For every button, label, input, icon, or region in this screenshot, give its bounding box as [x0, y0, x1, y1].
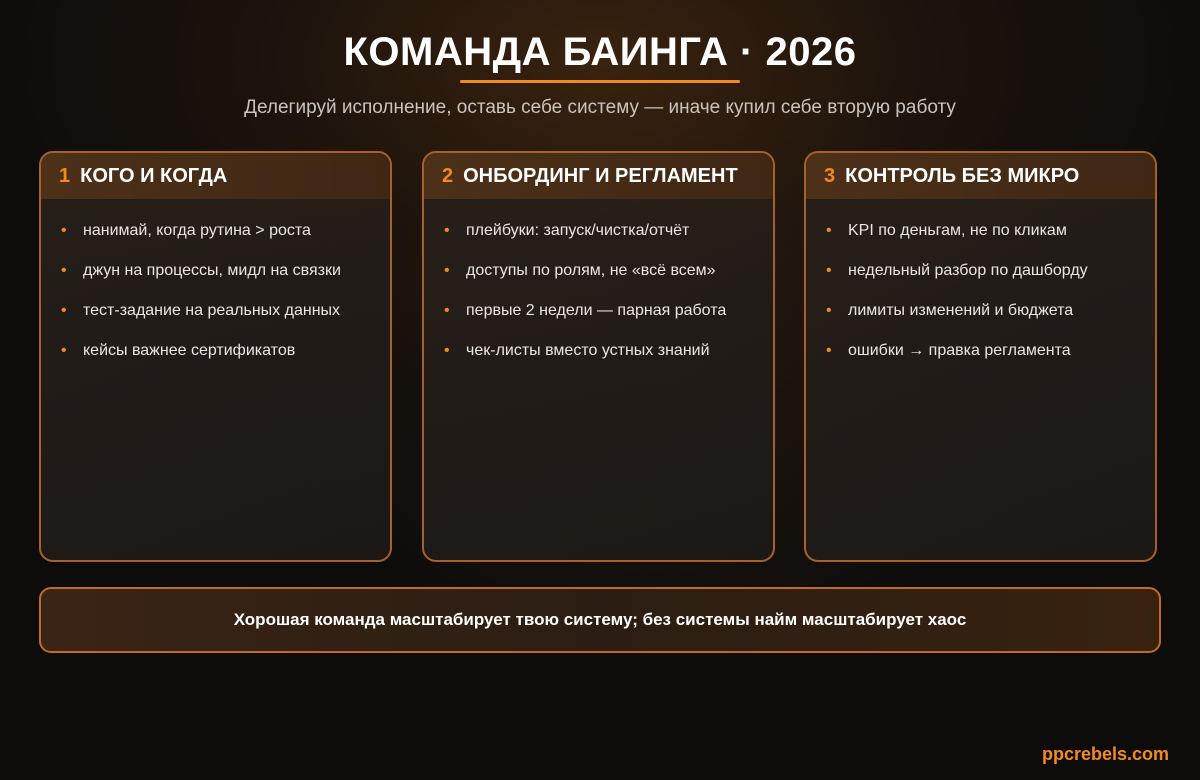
list-item-text: плейбуки: запуск/чистка/отчёт	[466, 222, 690, 239]
card-number: 1	[59, 164, 71, 187]
list-item-text: доступы по ролям, не «всё всем»	[466, 262, 716, 279]
list-item	[424, 301, 773, 341]
list-item-text: джун на процессы, мидл на связки	[83, 262, 341, 279]
card-title: ОНБОРДИНГ И РЕГЛАМЕНТ	[463, 164, 738, 187]
list-item-text: KPI по деньгам, не по кликам	[848, 222, 1067, 239]
card-header	[424, 153, 773, 199]
card-control	[804, 151, 1157, 562]
card-list	[424, 199, 773, 381]
bullet-icon: •	[61, 342, 67, 359]
card-list	[41, 199, 390, 381]
list-item	[41, 301, 390, 341]
list-item-text: чек-листы вместо устных знаний	[466, 342, 710, 359]
card-title: КОНТРОЛЬ БЕЗ МИКРО	[845, 164, 1080, 187]
list-item-text: ошибки → правка регламента	[848, 342, 1071, 359]
card-number: 3	[824, 164, 836, 187]
bullet-icon: •	[826, 302, 832, 319]
list-item	[424, 261, 773, 301]
list-item	[806, 261, 1155, 301]
card-list	[806, 199, 1155, 381]
list-item	[806, 301, 1155, 341]
list-item-text: нанимай, когда рутина > роста	[83, 222, 311, 239]
card-who-and-when	[39, 151, 392, 562]
bullet-icon: •	[444, 222, 450, 239]
bullet-icon: •	[826, 342, 832, 359]
list-item	[41, 261, 390, 301]
title-underline	[460, 80, 740, 83]
bullet-icon: •	[61, 222, 67, 239]
card-header	[41, 153, 390, 199]
list-item-text: тест-задание на реальных данных	[83, 302, 341, 319]
card-onboarding	[422, 151, 775, 562]
card-title: КОГО И КОГДА	[80, 164, 228, 187]
bullet-icon: •	[444, 342, 450, 359]
list-item	[424, 341, 773, 381]
list-item	[41, 221, 390, 261]
list-item-text: кейсы важнее сертификатов	[83, 342, 296, 359]
bullet-icon: •	[61, 262, 67, 279]
list-item	[41, 341, 390, 381]
bullet-icon: •	[826, 262, 832, 279]
brand-link[interactable]: ppcrebels.com	[1041, 744, 1169, 764]
list-item-text: недельный разбор по дашборду	[848, 262, 1088, 279]
card-header	[806, 153, 1155, 199]
bullet-icon: •	[444, 262, 450, 279]
page-title: КОМАНДА БАИНГА · 2026	[343, 30, 857, 74]
bullet-icon: •	[444, 302, 450, 319]
summary-text: Хорошая команда масштабирует твою систему; без системы найм масштабирует хаос	[233, 610, 967, 629]
list-item	[424, 221, 773, 261]
bullet-icon: •	[61, 302, 67, 319]
card-number: 2	[442, 164, 454, 187]
summary-banner	[39, 587, 1161, 653]
list-item-text: лимиты изменений и бюджета	[848, 302, 1074, 319]
list-item-text: первые 2 недели — парная работа	[466, 302, 727, 319]
bullet-icon: •	[826, 222, 832, 239]
list-item	[806, 221, 1155, 261]
list-item	[806, 341, 1155, 381]
page-subtitle: Делегируй исполнение, оставь себе систему — иначе купил себе вторую работу	[244, 97, 956, 118]
